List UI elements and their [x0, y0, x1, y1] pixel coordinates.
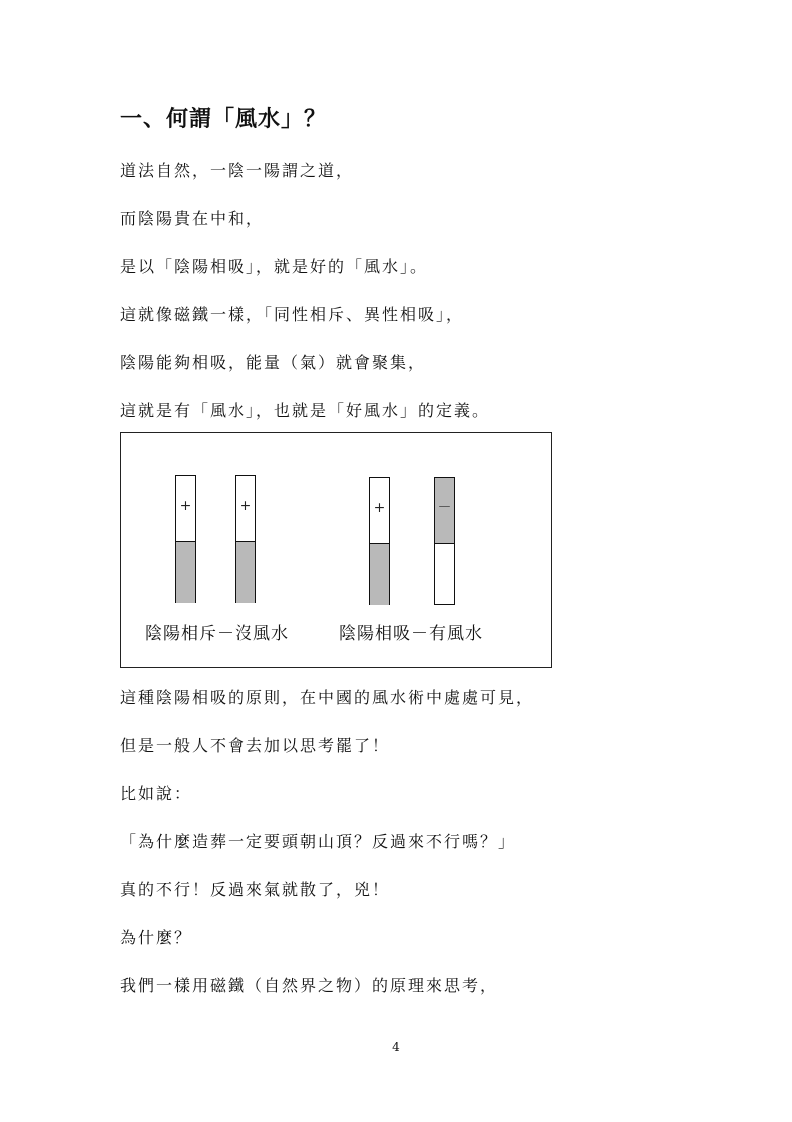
- magnet-pole-bottom: [236, 541, 255, 603]
- magnet-pole-bottom: [176, 541, 195, 603]
- paragraph-line: 這就是有「風水」，也就是「好風水」的定義。: [120, 401, 491, 420]
- caption-repel: 陰陽相斥－沒風水: [145, 624, 289, 644]
- pole-sign: －: [437, 500, 452, 516]
- page-number: 4: [392, 1040, 400, 1054]
- paragraph-line: 這種陰陽相吸的原則，在中國的風水術中處處可見，: [120, 688, 535, 707]
- pole-sign: +: [179, 498, 192, 514]
- section-heading: 一、何謂「風水」？: [120, 107, 328, 132]
- paragraph-line: 是以「陰陽相吸」，就是好的「風水」。: [120, 257, 429, 276]
- magnet-bar: [175, 475, 196, 603]
- paragraph-line: 比如說：: [120, 784, 193, 803]
- magnet-pole-top: [176, 476, 195, 541]
- paragraph-line: 我們一樣用磁鐵（自然界之物）的原理來思考，: [120, 976, 499, 995]
- magnet-bar: [369, 477, 390, 605]
- magnet-pole-top: [370, 478, 389, 543]
- magnet-pole-top: [435, 478, 454, 543]
- caption-attract: 陰陽相吸－有風水: [339, 624, 483, 644]
- magnet-pole-bottom: [370, 543, 389, 605]
- pole-sign: +: [373, 500, 386, 516]
- magnet-bar: [434, 477, 455, 605]
- pole-sign: +: [239, 498, 252, 514]
- magnet-diagram: [120, 432, 552, 668]
- magnet-pole-top: [236, 476, 255, 541]
- paragraph-line: 這就像磁鐵一樣，「同性相斥、異性相吸」，: [120, 305, 465, 324]
- paragraph-line: 但是一般人不會去加以思考罷了！: [120, 736, 391, 755]
- paragraph-line: 「為什麼造葬一定要頭朝山頂？反過來不行嗎？」: [120, 832, 517, 851]
- paragraph-line: 而陰陽貴在中和，: [120, 209, 265, 228]
- magnet-bar: [235, 475, 256, 603]
- paragraph-line: 道法自然，一陰一陽謂之道，: [120, 161, 355, 180]
- paragraph-line: 為什麼？: [120, 928, 193, 947]
- magnet-pole-bottom: [435, 543, 454, 605]
- paragraph-line: 陰陽能夠相吸，能量（氣）就會聚集，: [120, 353, 427, 372]
- paragraph-line: 真的不行！反過來氣就散了，兇！: [120, 880, 391, 899]
